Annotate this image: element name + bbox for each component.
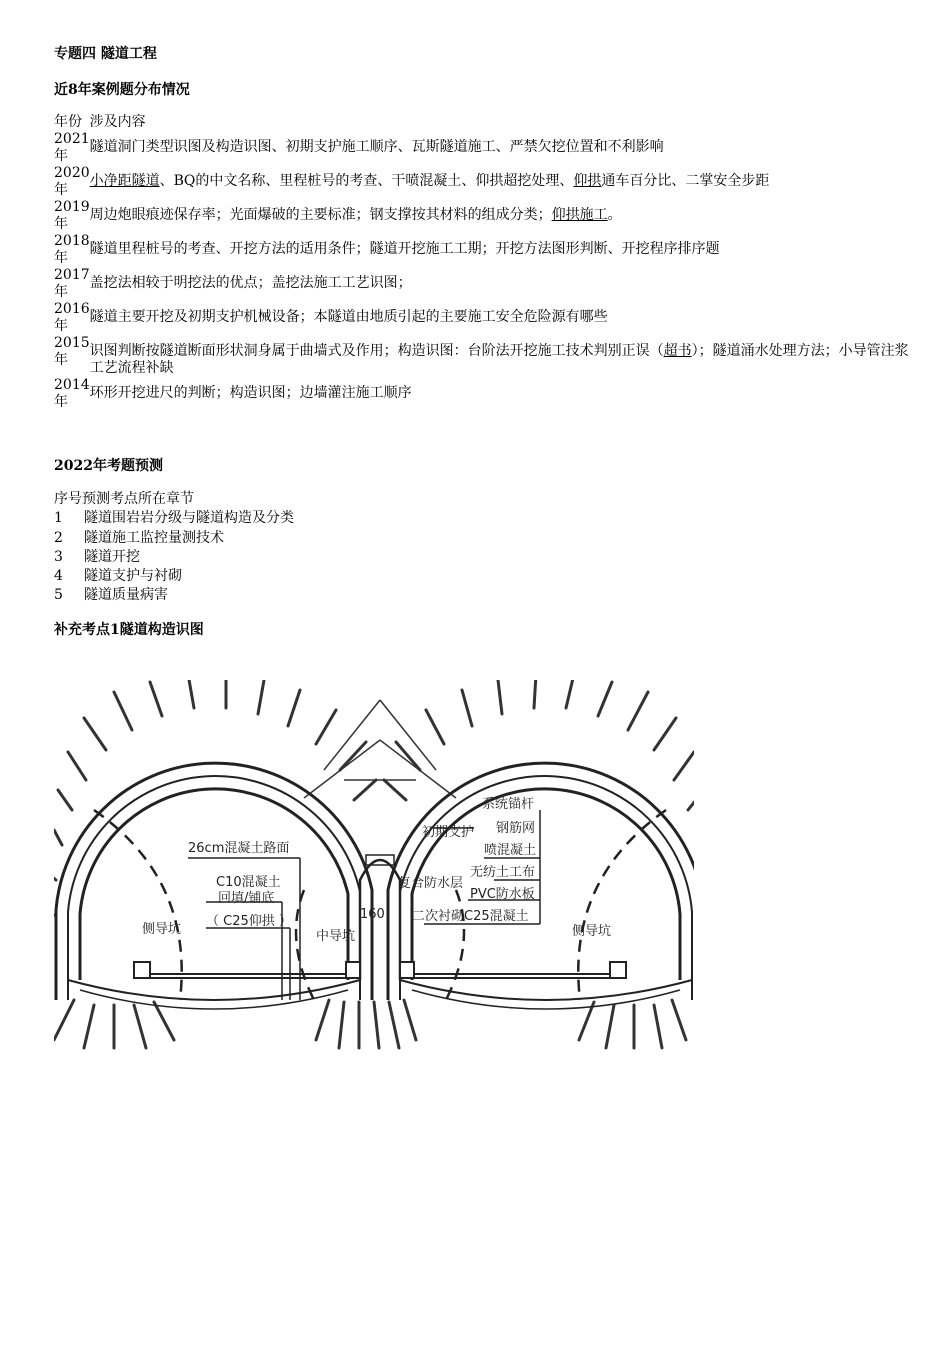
label-road: 26cm混凝土路面 xyxy=(188,841,290,856)
case-text: 隧道洞门类型识图及构造识图、初期支护施工顺序、瓦斯隧道施工、严禁欠挖位置和不利影响 xyxy=(89,139,664,155)
table-row xyxy=(54,301,914,335)
section-title-prediction: 2022年考题预测 xyxy=(54,458,163,474)
label-dim: 160 xyxy=(360,907,385,922)
tunnel-structure-diagram xyxy=(54,680,694,1050)
table-row xyxy=(54,233,914,267)
case-year xyxy=(54,301,90,335)
label-c25: （ C25仰拱 ） xyxy=(206,914,292,929)
case-text: 。 xyxy=(607,207,622,223)
case-year-number: 2014 xyxy=(54,377,90,393)
case-year-suffix: 年 xyxy=(54,216,68,232)
prediction-number: 3 xyxy=(54,548,63,565)
case-year-suffix: 年 xyxy=(54,182,68,198)
case-text: 隧道里程桩号的考查、开挖方法的适用条件；隧道开挖施工工期；开挖方法图形判断、开挖程序排序题 xyxy=(89,241,720,257)
label-bolt: 系统锚杆 xyxy=(482,797,535,812)
case-content xyxy=(90,199,914,233)
case-content xyxy=(90,335,914,377)
case-year-number: 2020 xyxy=(54,165,90,181)
crown-lattice xyxy=(304,700,456,798)
label-c10a: C10混凝土 xyxy=(216,875,281,890)
table-row xyxy=(54,267,914,301)
case-text: 、BQ的中文名称、里程桩号的考查、干喷混凝土、仰拱超挖处理、 xyxy=(159,173,574,189)
case-content xyxy=(90,267,914,301)
label-waterproof-layer: 复合防水层 xyxy=(398,876,464,891)
case-year xyxy=(54,131,90,165)
case-year-number: 2016 xyxy=(54,301,90,317)
prediction-header: 序号预测考点所在章节 xyxy=(54,491,194,507)
table-row xyxy=(54,335,914,377)
list-item xyxy=(54,509,294,528)
prediction-number: 1 xyxy=(54,510,63,527)
prediction-topic: 隧道施工监控量测技术 xyxy=(84,529,224,546)
label-mesh: 钢筋网 xyxy=(496,821,536,836)
header-year: 年份 xyxy=(54,114,82,130)
prediction-number: 2 xyxy=(54,529,63,546)
section-title-cases: 近8年案例题分布情况 xyxy=(54,82,190,98)
label-c10b: 回填/铺底 xyxy=(218,891,275,906)
table-header-row xyxy=(54,114,914,131)
case-content xyxy=(90,165,914,199)
list-item xyxy=(54,567,294,586)
label-shotcrete: 喷混凝土 xyxy=(484,843,537,858)
underlined-term: 仰拱 xyxy=(573,173,602,189)
label-geotextile: 无纺土工布 xyxy=(470,865,536,880)
case-year-suffix: 年 xyxy=(54,352,68,368)
label-secondary-lining: 二次衬砌C25混凝土 xyxy=(412,909,529,924)
case-year xyxy=(54,267,90,301)
case-content xyxy=(90,233,914,267)
case-content xyxy=(90,377,914,411)
case-year-suffix: 年 xyxy=(54,318,68,334)
case-year xyxy=(54,377,90,411)
list-item xyxy=(54,548,294,567)
case-content xyxy=(90,131,914,165)
header-content: 涉及内容 xyxy=(89,114,146,130)
case-text: 盖挖法相较于明挖法的优点；盖挖法施工工艺识图； xyxy=(89,275,412,291)
case-year-suffix: 年 xyxy=(54,148,68,164)
case-year-number: 2018 xyxy=(54,233,90,249)
case-text: 隧道主要开挖及初期支护机械设备；本隧道由地质引起的主要施工安全危险源有哪些 xyxy=(89,309,608,325)
case-year-suffix: 年 xyxy=(54,284,68,300)
prediction-topic: 隧道开挖 xyxy=(84,548,140,565)
case-year xyxy=(54,199,90,233)
case-year-number: 2015 xyxy=(54,335,90,351)
label-mid-pit: 中导坑 xyxy=(316,929,356,944)
prediction-list xyxy=(54,490,294,606)
list-item xyxy=(54,529,294,548)
case-text: ）；隧道涌水处理方法；小导管注浆工艺流程补缺 xyxy=(89,343,909,376)
label-pvc: PVC防水板 xyxy=(470,887,535,902)
table-row xyxy=(54,199,914,233)
case-year xyxy=(54,233,90,267)
case-text: 通车百分比、二掌安全步距 xyxy=(601,173,770,189)
list-item xyxy=(54,586,294,605)
prediction-number: 4 xyxy=(54,568,63,585)
prediction-topic: 隧道质量病害 xyxy=(84,587,168,604)
table-row xyxy=(54,377,914,411)
underlined-term: 仰拱施工 xyxy=(551,207,608,223)
label-right-pit: 侧导坑 xyxy=(572,924,612,939)
case-year-number: 2019 xyxy=(54,199,90,215)
doc-title: 专题四 隧道工程 xyxy=(54,46,157,62)
rock-bolts xyxy=(54,680,694,1048)
case-text: 环形开挖进尺的判断；构造识图；边墙灌注施工顺序 xyxy=(89,385,412,401)
underlined-term: 小净距隧道 xyxy=(89,173,160,189)
cases-table xyxy=(54,114,914,411)
label-left-pit: 侧导坑 xyxy=(142,922,182,937)
section-title-figure: 补充考点1隧道构造识图 xyxy=(54,622,204,638)
footings xyxy=(134,962,626,978)
case-year xyxy=(54,335,90,377)
table-row xyxy=(54,165,914,199)
label-initial-support: 初期支护 xyxy=(422,825,475,840)
case-text: 识图判断按隧道断面形状洞身属于曲墙式及作用；构造识图：台阶法开挖施工技术判别正误（ xyxy=(89,343,664,359)
case-content xyxy=(90,301,914,335)
underlined-term: 超书 xyxy=(663,343,692,359)
prediction-number: 5 xyxy=(54,587,63,604)
prediction-topic: 隧道围岩岩分级与隧道构造及分类 xyxy=(84,510,294,527)
table-row xyxy=(54,131,914,165)
case-year-suffix: 年 xyxy=(54,394,68,410)
excavation-dashed-lines xyxy=(94,810,666,1000)
case-year-number: 2021 xyxy=(54,131,90,147)
case-year xyxy=(54,165,90,199)
case-year-number: 2017 xyxy=(54,267,90,283)
prediction-topic: 隧道支护与衬砌 xyxy=(84,568,182,585)
case-year-suffix: 年 xyxy=(54,250,68,266)
case-text: 周边炮眼痕迹保存率；光面爆破的主要标准；钢支撑按其材料的组成分类； xyxy=(89,207,552,223)
